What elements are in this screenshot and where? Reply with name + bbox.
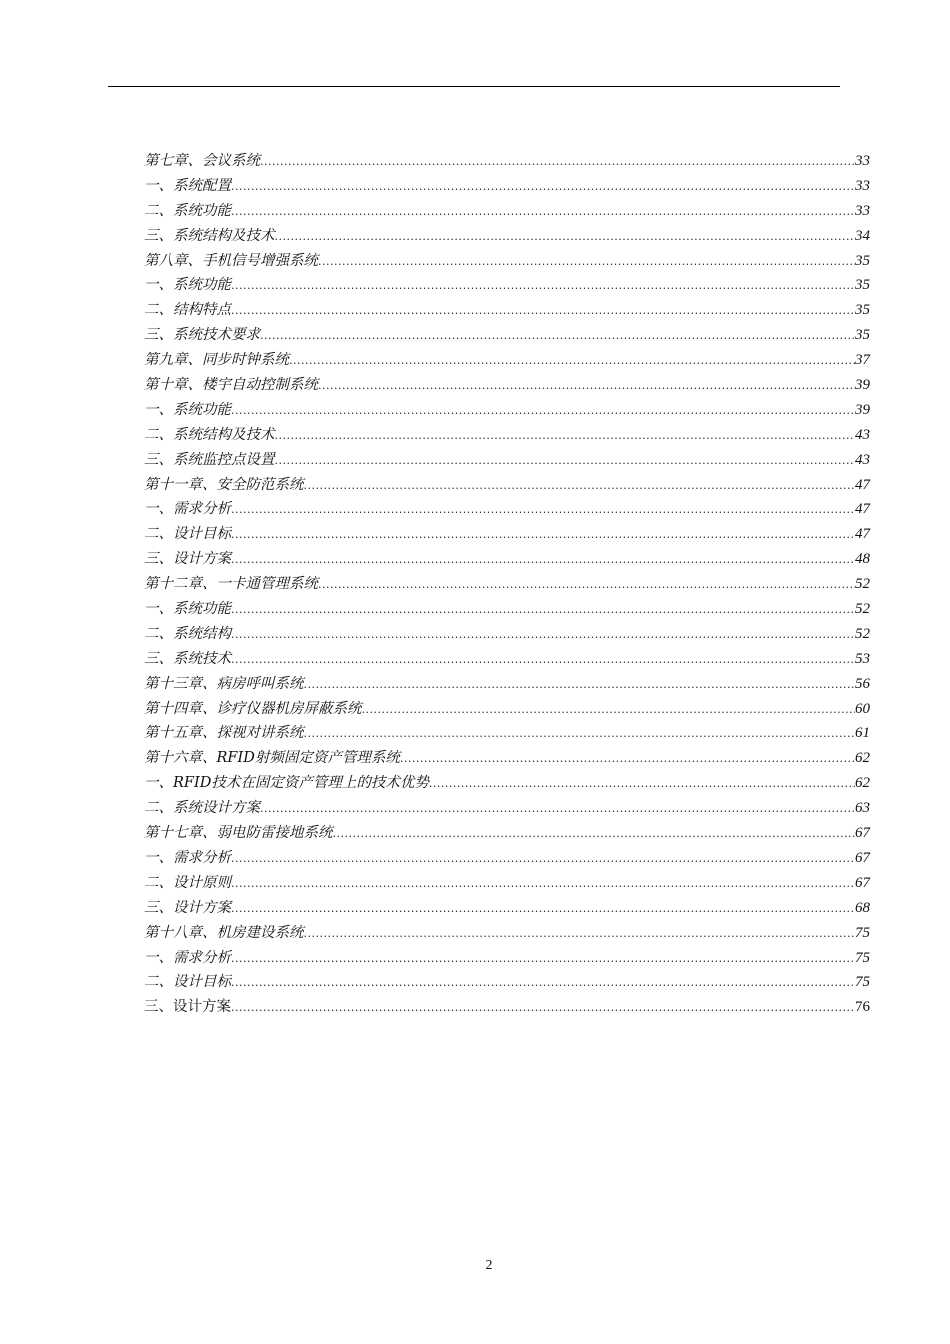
toc-entry-title: 第十八章、机房建设系统 [144,924,304,941]
toc-entry-title: 三、系统技术要求 [144,327,260,344]
toc-entry-title: 第九章、同步时钟系统 [144,352,289,369]
toc-entry-title: 一、系统功能 [144,401,231,418]
toc-entry-title: 二、系统设计方案 [144,800,260,817]
toc-entry[interactable] [144,821,870,846]
toc-entry-title: 一、需求分析 [144,501,231,518]
toc-dot-leader [318,374,855,399]
toc-entry-page: 47 [855,476,870,493]
toc-dot-leader [260,324,855,349]
toc-entry[interactable] [144,348,870,373]
toc-entry-page: 35 [855,252,870,269]
toc-entry-page: 67 [855,849,870,866]
toc-entry-page: 47 [855,501,870,518]
toc-entry-page: 47 [855,526,870,543]
toc-entry-page: 39 [855,377,870,394]
toc-entry[interactable] [144,224,870,249]
toc-dot-leader [231,299,855,324]
toc-entry-title: 第七章、会议系统 [144,153,260,169]
toc-entry[interactable] [144,896,870,921]
toc-entry-title: 二、系统结构及技术 [144,426,275,443]
toc-entry[interactable] [144,298,870,323]
toc-entry[interactable] [144,746,870,771]
toc-entry[interactable] [144,373,870,398]
toc-entry-page: 33 [855,177,870,194]
toc-entry[interactable] [144,199,870,224]
toc-entry-page: 63 [855,800,870,817]
toc-entry-title: 第十三章、病房呼叫系统 [144,675,304,692]
toc-entry-title: 第十六章、RFID射频固定资产管理系统 [144,750,400,767]
toc-entry-page: 60 [855,700,870,717]
toc-entry[interactable] [144,995,870,1020]
toc-dot-leader [400,747,855,772]
toc-dot-leader [231,548,855,573]
toc-entry-page: 33 [855,153,870,169]
toc-dot-leader [231,274,855,299]
toc-dot-leader [231,200,855,225]
toc-entry[interactable] [144,796,870,821]
toc-entry-page: 61 [855,725,870,742]
toc-entry[interactable] [144,871,870,896]
toc-entry-page: 76 [855,999,870,1016]
toc-entry[interactable] [144,572,870,597]
toc-entry-title: 二、系统结构 [144,625,231,642]
toc-entry-page: 35 [855,302,870,319]
toc-entry-page: 53 [855,650,870,667]
toc-dot-leader [362,698,856,723]
toc-dot-leader [260,797,855,822]
toc-entry-page: 62 [855,775,870,792]
toc-entry-title: 三、设计方案 [144,551,231,568]
toc-entry[interactable] [144,970,870,995]
toc-entry-page: 48 [855,551,870,568]
toc-entry-title: 二、设计目标 [144,526,231,543]
toc-entry-page: 43 [855,451,870,468]
toc-entry[interactable] [144,647,870,672]
toc-entry-title: 第十五章、探视对讲系统 [144,725,304,742]
toc-dot-leader [275,225,856,250]
toc-entry-page: 37 [855,352,870,369]
toc-dot-leader [231,648,855,673]
toc-entry-page: 62 [855,750,870,767]
toc-entry-title: 第十二章、一卡通管理系统 [144,576,318,593]
toc-entry-title: 三、设计方案 [144,899,231,916]
toc-entry-title: 第十四章、诊疗仪器机房屏蔽系统 [144,700,362,717]
toc-dot-leader [304,722,856,747]
toc-entry-page: 75 [855,924,870,941]
toc-entry-title: 三、设计方案 [144,999,231,1016]
toc-entry-title: 第十七章、弱电防雷接地系统 [144,825,333,842]
toc-entry-page: 39 [855,401,870,418]
toc-dot-leader [231,498,855,523]
toc-entry-page: 33 [855,202,870,219]
toc-entry-page: 56 [855,675,870,692]
toc-entry-title: 三、系统监控点设置 [144,451,275,468]
toc-dot-leader [231,523,855,548]
toc-dot-leader [231,598,855,623]
toc-entry-title: 一、需求分析 [144,849,231,866]
toc-entry-page: 43 [855,426,870,443]
toc-entry[interactable] [144,522,870,547]
toc-entry[interactable] [144,622,870,647]
toc-entry-title: 二、结构特点 [144,302,231,319]
toc-dot-leader [275,424,856,449]
toc-entry-page: 52 [855,576,870,593]
toc-dot-leader [429,772,855,797]
page-number: 2 [485,1258,493,1273]
header-rule [108,86,840,87]
toc-entry-title: 二、设计原则 [144,874,231,891]
toc-entry[interactable] [144,423,870,448]
toc-entry[interactable] [144,323,870,348]
toc-entry-page: 52 [855,601,870,618]
toc-entry[interactable] [144,672,870,697]
toc-dot-leader [231,872,855,897]
toc-dot-leader [231,996,855,1021]
toc-entry-title: 一、需求分析 [144,949,231,966]
toc-dot-leader [231,971,855,996]
toc-entry-page: 75 [855,949,870,966]
toc-entry-page: 67 [855,825,870,842]
toc-entry-title: 第十一章、安全防范系统 [144,476,304,493]
toc-dot-leader [289,349,855,374]
toc-entry-page: 67 [855,874,870,891]
toc-entry[interactable] [144,846,870,871]
toc-entry-title: 一、系统配置 [144,177,231,194]
toc-dot-leader [333,822,856,847]
toc-entry-page: 52 [855,625,870,642]
table-of-contents [144,149,870,1020]
toc-entry[interactable] [144,149,870,174]
toc-dot-leader [304,922,856,947]
toc-entry[interactable] [144,721,870,746]
toc-entry[interactable] [144,448,870,473]
toc-entry[interactable] [144,249,870,274]
toc-entry-title: 一、系统功能 [144,601,231,618]
toc-entry[interactable] [144,597,870,622]
toc-entry[interactable] [144,398,870,423]
toc-dot-leader [231,623,855,648]
toc-entry-title: 一、RFID技术在固定资产管理上的技术优势 [144,775,429,792]
toc-entry-page: 35 [855,327,870,344]
toc-entry-title: 第八章、手机信号增强系统 [144,252,318,269]
toc-entry[interactable] [144,697,870,722]
toc-entry-title: 三、系统结构及技术 [144,227,275,244]
toc-dot-leader [231,399,855,424]
toc-entry[interactable] [144,174,870,199]
toc-entry-page: 75 [855,974,870,991]
toc-entry-title: 二、系统功能 [144,202,231,219]
toc-dot-leader [231,175,855,200]
toc-entry[interactable] [144,771,870,796]
toc-entry[interactable] [144,921,870,946]
toc-entry-page: 35 [855,277,870,294]
toc-dot-leader [231,897,855,922]
toc-entry[interactable] [144,473,870,498]
toc-entry[interactable] [144,273,870,298]
toc-dot-leader [304,673,856,698]
toc-dot-leader [304,474,856,499]
toc-entry[interactable] [144,497,870,522]
toc-dot-leader [231,947,855,972]
toc-dot-leader [318,573,855,598]
toc-entry-page: 34 [855,227,870,244]
toc-entry-page: 68 [855,899,870,916]
toc-entry-title: 二、设计目标 [144,974,231,991]
toc-dot-leader [275,449,856,474]
toc-entry[interactable] [144,547,870,572]
toc-dot-leader [318,250,855,275]
toc-entry-title: 三、系统技术 [144,650,231,667]
toc-dot-leader [260,150,855,175]
toc-entry-title: 第十章、楼宇自动控制系统 [144,377,318,394]
toc-entry-title: 一、系统功能 [144,277,231,294]
toc-entry[interactable] [144,946,870,971]
toc-dot-leader [231,847,855,872]
